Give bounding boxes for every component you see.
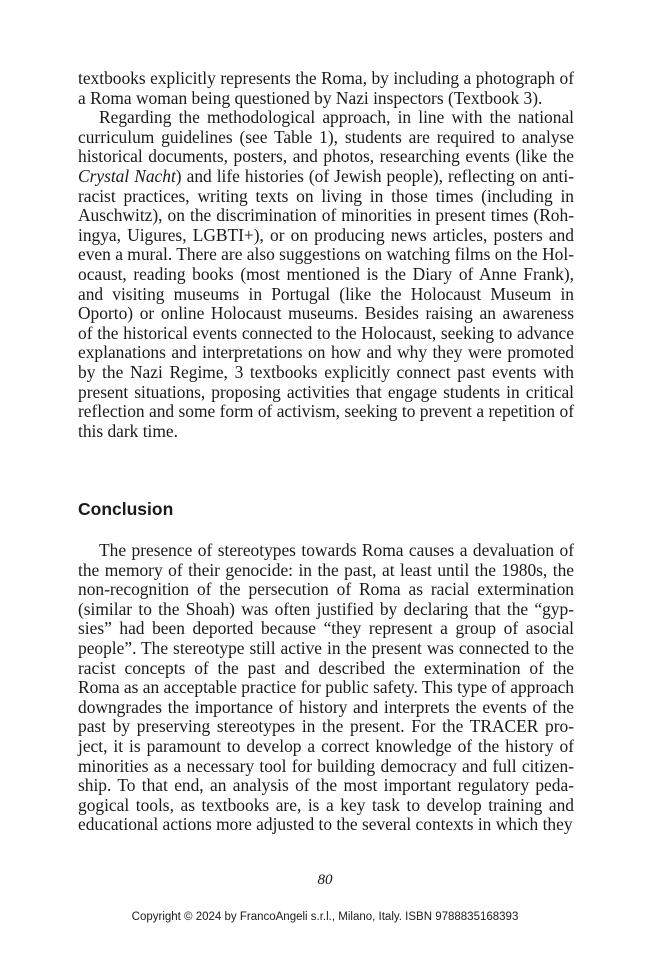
- text-run: Regarding the methodological approach, in line with the national curriculum guidelines (see Table 1), students are required to analyse historical documents, posters, and photos, researching events (like the: [78, 107, 574, 167]
- paragraph: [78, 108, 574, 441]
- body-text-bottom: [78, 541, 574, 835]
- paragraph: [78, 541, 574, 835]
- text-run: The presence of stereotypes towards Roma causes a devaluation of the memory of their genocide: in the past, at least until the 1980s, the non-recognition of the persecution of Roma as racial extermination (similar to the Shoah) was often justified by declaring that the “gypsies” had been deported because “they represent a group of asocial people”. The stereotype still active in the present was connected to the racist concepts of the past and described the extermination of the Roma as an acceptable practice for public safety. This type of approach downgrades the importance of history and interprets the events of the past by preserving stereotypes in the present. For the TRACER project, it is paramount to develop a correct knowledge of the history of minorities as a necessary tool for building democracy and full citizenship. To that end, an analysis of the most important regulatory pedagogical tools, as textbooks are, is a key task to develop training and educational actions more adjusted to the several contexts in which they: [78, 540, 574, 835]
- paragraph: [78, 69, 574, 108]
- text-run: ) and life histories (of Jewish people), reflecting on antiracist practices, writing texts on living in those times (including in Auschwitz), on the discrimination of minorities in present times (Rohingya, Uigures, LGBTI+), or on producing news articles, posters and even a mural. There are also suggestions on watching films on the Holocaust, reading books (most mentioned is the Diary of Anne Frank), and visiting museums in Portugal (like the Holocaust Museum in Oporto) or online Holocaust museums. Besides raising an awareness of the historical events connected to the Holocaust, seeking to advance explanations and interpretations on how and why they were promoted by the Nazi Regime, 3 textbooks explicitly connect past events with present situations, proposing activities that engage students in critical reflection and some form of activism, seeking to prevent a repetition of this dark time.: [78, 165, 574, 441]
- copyright-notice: Copyright © 2024 by FrancoAngeli s.r.l., Milano, Italy. ISBN 9788835168393: [131, 911, 519, 923]
- section-heading: Conclusion: [78, 499, 174, 519]
- italic-text-run: Crystal Nacht: [78, 165, 176, 186]
- text-run: textbooks explicitly represents the Roma, by including a photograph of a Roma woman being questioned by Nazi inspectors (Textbook 3).: [78, 68, 574, 108]
- page-number: 80: [317, 872, 333, 888]
- body-text-top: [78, 69, 574, 441]
